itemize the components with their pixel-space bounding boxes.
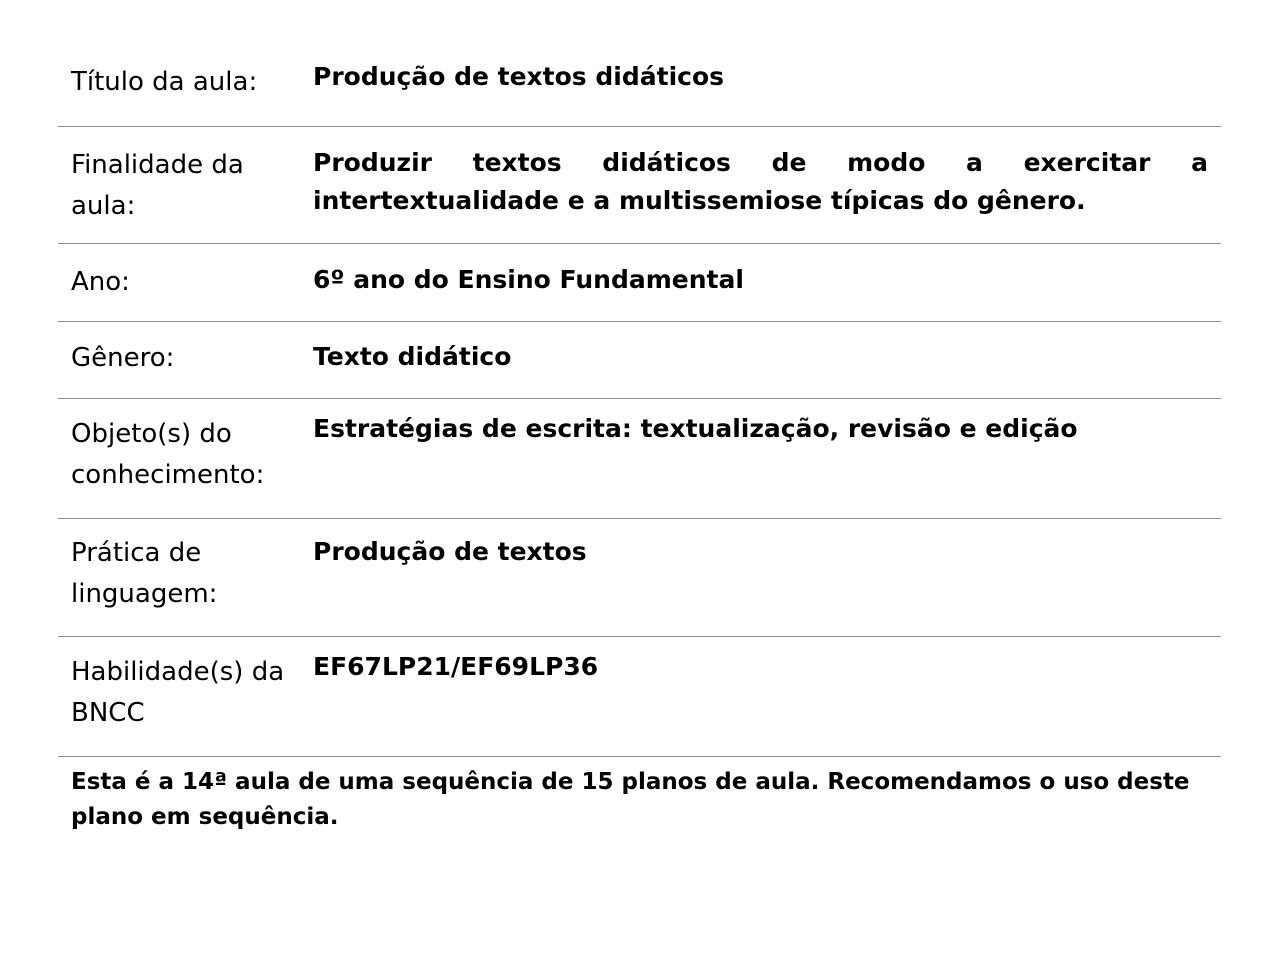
row-objeto [58, 399, 1221, 519]
row-value: Texto didático [313, 342, 512, 371]
sequence-note: Esta é a 14ª aula de uma sequência de 15 planos de aula. Recomendamos o uso deste plano em sequência. [71, 769, 1190, 830]
row-finalidade [58, 127, 1221, 244]
row-label: Gênero: [71, 343, 175, 373]
row-habilidade [58, 637, 1221, 757]
lesson-info-table [58, 40, 1221, 835]
row-value: 6º ano do Ensino Fundamental [313, 265, 744, 294]
row-ano [58, 244, 1221, 322]
row-label: Prática de linguagem: [71, 538, 218, 609]
row-label: Habilidade(s) da BNCC [71, 657, 285, 728]
row-value: Produção de textos [313, 537, 587, 566]
row-pratica [58, 519, 1221, 637]
row-label: Título da aula: [71, 67, 258, 97]
row-label: Ano: [71, 267, 130, 297]
row-value: Produção de textos didáticos [313, 62, 725, 91]
row-value: EF67LP21/EF69LP36 [313, 652, 599, 681]
row-value: Estratégias de escrita: textualização, revisão e edição [313, 414, 1078, 443]
row-value: Produzir textos didáticos de modo a exercitar a intertextualidade e a multissemiose típicas do gênero. [313, 148, 1208, 215]
row-genero [58, 322, 1221, 399]
row-label: Objeto(s) do conhecimento: [71, 419, 265, 490]
row-titulo [58, 40, 1221, 127]
row-label: Finalidade da aula: [71, 150, 244, 221]
